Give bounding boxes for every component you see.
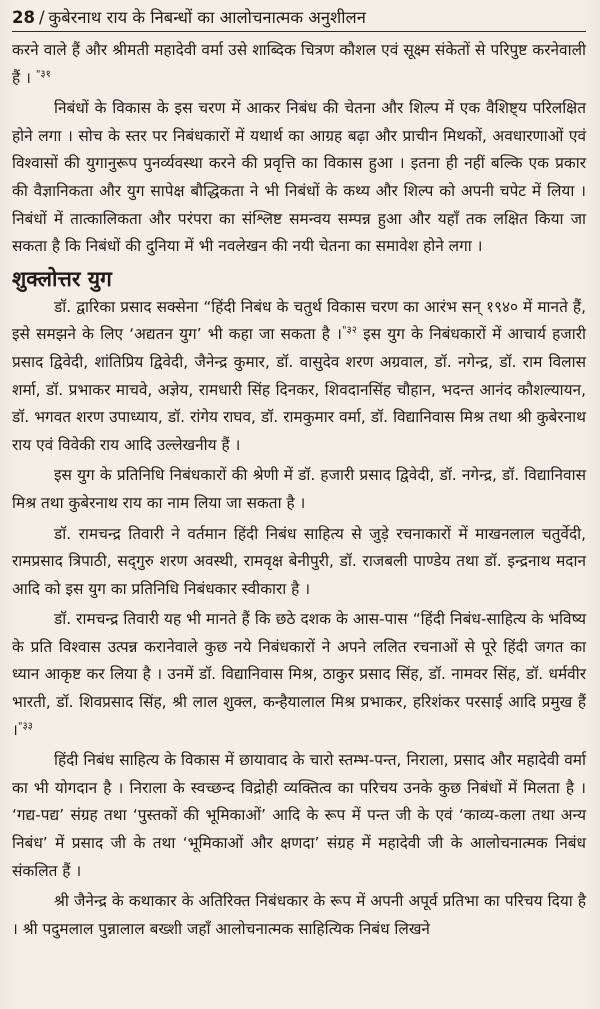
paragraph-text: डॉ. रामचन्द्र तिवारी यह भी मानते हैं कि छठे दशक के आस-पास “हिंदी निबंध-साहित्य के भविष्य के प्रति विश्वास उत्पन्न करानेवाले कुछ नये निबंधकारों ने अपने ललित रचनाओं से पूरे हिंदी जगत का ध्यान आकृष्ट कर लिया है । उनमें डॉ. विद्यानिवास मिश्र, ठाकुर प्रसाद सिंह, डॉ. नामवर सिंह, डॉ. धर्मवीर भारती, डॉ. शिवप्रसाद सिंह, श्री लाल शुक्ल, कन्हैयालाल मिश्र प्रभाकर, हरिशंकर परसाई आदि प्रमुख हैं । [12, 610, 586, 739]
paragraph [12, 462, 586, 517]
paragraph [12, 294, 586, 460]
paragraph-text: डॉ. द्वारिका प्रसाद सक्सेना “हिंदी निबंध के चतुर्थ विकास चरण का आरंभ सन् १९४० में मानते हैं, इसे समझने के लिए ‘अद्यतन युग’ भी कहा जा सकता है । [12, 297, 586, 344]
paragraph-continued [12, 37, 586, 92]
running-header [12, 6, 586, 32]
book-title: कुबेरनाथ राय के निबन्धों का आलोचनात्मक अनुशीलन [48, 8, 366, 27]
paragraph-text: श्री जैनेन्द्र के कथाकार के अतिरिक्त निबंधकार के रूप में अपनी अपूर्व प्रतिभा का परिचय दिया है । श्री पदुमलाल पुन्नालाल बख्शी जहाँ आलोचनात्मक साहित्यिक निबंध लिखने [12, 892, 586, 938]
paragraph [12, 606, 586, 744]
header-separator: / [38, 8, 45, 27]
paragraph-text: इस युग के प्रतिनिधि निबंधकारों की श्रेणी में डॉ. हजारी प्रसाद द्विवेदी, डॉ. नगेन्द्र, डॉ. विद्यानिवास मिश्र तथा कुबेरनाथ राय का नाम लिया जा सकता है । [12, 466, 586, 512]
paragraph [12, 888, 586, 943]
paragraph-text-continued: इस युग के निबंधकारों में आचार्य हजारी प्रसाद द्विवेदी, शांतिप्रिय द्विवेदी, जैनेन्द्र कुमार, डॉ. वासुदेव शरण अग्रवाल, डॉ. नगेन्द्र, डॉ. राम विलास शर्मा, डॉ. प्रभाकर माचवे, अज्ञेय, रामधारी सिंह दिनकर, शिवदानसिंह चौहान, भदन्त आनंद कौशल्यायन, डॉ. भगवत शरण उपाध्याय, डॉ. रांगेय राघव, डॉ. रामकुमार वर्मा, डॉ. विद्यानिवास मिश्र तथा श्री कुबेरनाथ राय एवं विवेकी राय आदि उल्लेखनीय हैं । [12, 325, 586, 454]
paragraph-text: निबंधों के विकास के इस चरण में आकर निबंध की चेतना और शिल्प में एक वैशिष्ट्य परिलक्षित होने लगा । सोच के स्तर पर निबंधकारों में यथार्थ का आग्रह बढ़ा और प्राचीन मिथकों, अवधारणाओं एवं विश्वासों की युगानुरूप पुनर्व्यवस्था करने की प्रवृत्ति का विकास हुआ । इतना ही नहीं बल्कि एक प्रकार की वैज्ञानिकता और युग सापेक्ष बौद्धिकता ने भी निबंधों के कथ्य और शिल्प को अपनी चपेट में लिया । निबंधों में तात्कालिकता और परंपरा का संश्लिष्ट समन्वय सम्पन्न हुआ और यहाँ तक लक्षित किया जा सकता है कि निबंधों की दुनिया में भी नवलेखन की नयी चेतना का समावेश होने लगा । [12, 99, 586, 256]
paragraph [12, 747, 586, 885]
paragraph [12, 95, 586, 261]
page-number: 28 [12, 8, 35, 27]
footnote-marker: "३२ [341, 325, 357, 337]
footnote-marker: "३१ [35, 68, 51, 80]
footnote-marker: "३३ [17, 720, 33, 732]
paragraph [12, 521, 586, 604]
paragraph-text: करने वाले हैं और श्रीमती महादेवी वर्मा उसे शाब्दिक चित्रण कौशल एवं सूक्ष्म संकेतों से परिपुष्ट करनेवाली हैं । [12, 41, 586, 87]
paragraph-text: डॉ. रामचन्द्र तिवारी ने वर्तमान हिंदी निबंध साहित्य से जुड़े रचनाकारों में माखनलाल चतुर्वेदी, रामप्रसाद त्रिपाठी, सद्‌गुरु शरण अवस्थी, रामवृक्ष बेनीपुरी, डॉ. राजबली पाण्डेय तथा डॉ. इन्द्रनाथ मदान आदि को इस युग का प्रतिनिधि निबंधकार स्वीकारा है । [12, 524, 586, 598]
page-body [12, 37, 586, 943]
paragraph-text: हिंदी निबंध साहित्य के विकास में छायावाद के चारो स्तम्भ-पन्त, निराला, प्रसाद और महादेवी वर्मा का भी योगदान है । निराला के स्वच्छन्द विद्रोही व्यक्तित्व का परिचय उनके कुछ निबंधों में मिलता है । ‘गद्य-पद्य’ संग्रह तथा ‘पुस्तकों की भूमिकाओं’ आदि के रूप में पन्त जी के एवं ‘काव्य-कला तथा अन्य निबंध’ में प्रसाद जी के तथा ‘भूमिकाओं और क्षणदा’ संग्रह में महादेवी जी के आलोचनात्मक निबंध संकलित हैं । [12, 751, 586, 880]
section-heading: शुक्लोत्तर युग [12, 266, 112, 291]
